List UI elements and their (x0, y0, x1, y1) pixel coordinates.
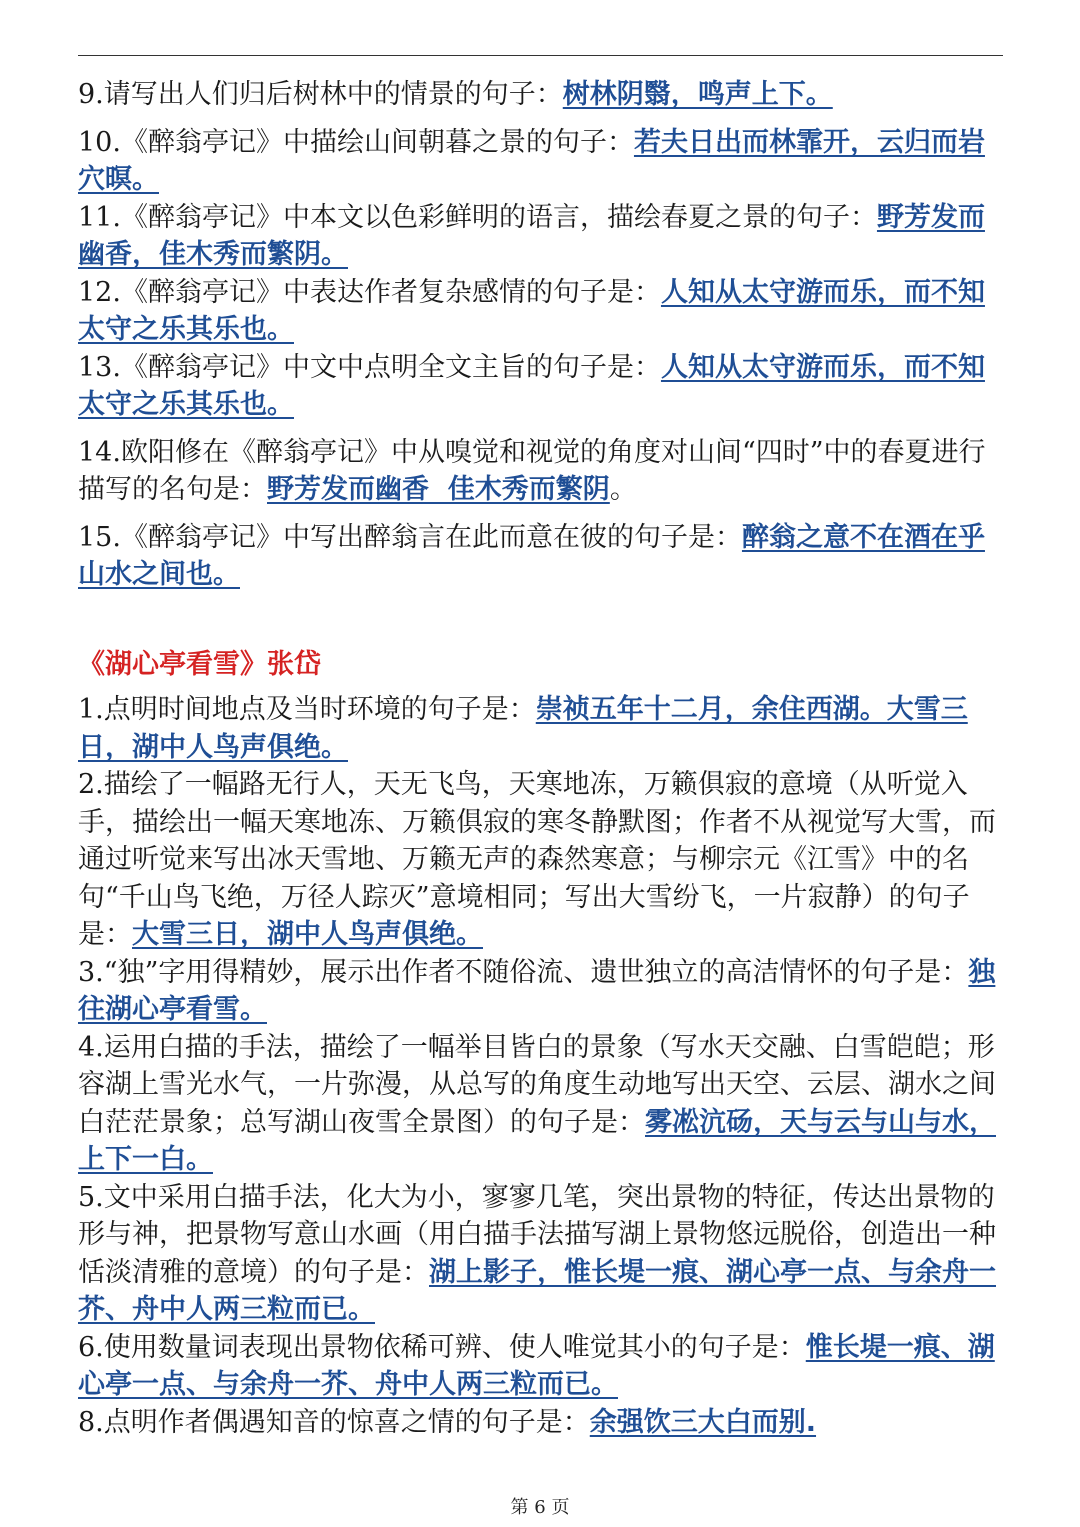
question-text: 12.《醉翁亭记》中表达作者复杂感情的句子是： (78, 276, 661, 308)
question-item (78, 1329, 1003, 1404)
answer-text: 树林阴翳，鸣声上下。 (562, 79, 833, 110)
question-text: 14.欧阳修在《醉翁亭记》中从嗅觉和视觉的角度对山间“四时”中的春夏进行描写的名句是： (78, 436, 986, 505)
question-item (78, 954, 1003, 1029)
question-item (78, 1179, 1003, 1329)
question-item (78, 76, 1003, 114)
question-text: 4.运用白描的手法，描绘了一幅举目皆白的景象（写水天交融、白雪皑皑；形容湖上雪光水气，一片弥漫，从总写的角度生动地写出天空、云层、湖水之间白茫茫景象；总写湖山夜雪全景图）的句子是： (78, 1031, 996, 1138)
question-item (78, 1404, 1003, 1442)
question-text: 1.点明时间地点及当时环境的句子是： (78, 694, 536, 725)
question-text: 15.《醉翁亭记》中写出醉翁言在此而意在彼的句子是： (78, 521, 742, 553)
question-item (78, 349, 1003, 424)
answer-text: 余强饮三大白而别. (589, 1406, 817, 1438)
answer-text: 若夫日出而林霏开，云归而岩穴暝。 (78, 126, 985, 195)
question-item (78, 519, 1003, 594)
question-text: 9.请写出人们归后树林中的情景的句子： (78, 79, 563, 110)
answer-text: 独往湖心亭看雪。 (78, 956, 996, 1025)
question-item (78, 691, 1003, 766)
answer-text: 雾凇沆砀，天与云与山与水，上下一白。 (78, 1106, 996, 1175)
answer-text: 醉翁之意不在酒在乎山水之间也。 (78, 521, 985, 590)
answer-suffix: 。 (609, 474, 637, 505)
answer-text: 崇祯五年十二月，余住西湖。大雪三日，湖中人鸟声俱绝。 (78, 694, 968, 763)
question-text: 8.点明作者偶遇知音的惊喜之情的句子是： (78, 1406, 590, 1438)
question-text: 11.《醉翁亭记》中本文以色彩鲜明的语言，描绘春夏之景的句子： (78, 201, 877, 233)
answer-text: 人知从太守游而乐，而不知太守之乐其乐也。 (78, 351, 985, 420)
question-text: 13.《醉翁亭记》中文中点明全文主旨的句子是： (78, 351, 661, 383)
question-text: 5.文中采用白描手法，化大为小，寥寥几笔，突出景物的特征，传达出景物的形与神，把景物写意山水画（用白描手法描写湖上景物悠远脱俗，创造出一种恬淡清雅的意境）的句子是： (78, 1181, 996, 1288)
answer-text: 人知从太守游而乐，而不知太守之乐其乐也。 (78, 276, 985, 345)
question-text: 10.《醉翁亭记》中描绘山间朝暮之景的句子： (78, 126, 634, 158)
answer-text: 惟长堤一痕、湖心亭一点、与余舟一芥、舟中人两三粒而已。 (78, 1331, 995, 1400)
section-heading: 《湖心亭看雪》张岱 (78, 648, 321, 680)
answer-text: 大雪三日，湖中人鸟声俱绝。 (132, 919, 483, 950)
question-text: 6.使用数量词表现出景物依稀可辨、使人唯觉其小的句子是： (78, 1331, 806, 1363)
header-rule (78, 55, 1003, 56)
answer-text: 野芳发而幽香 佳木秀而繁阴 (267, 474, 610, 505)
answer-text: 野芳发而幽香，佳木秀而繁阴。 (78, 201, 985, 270)
question-item (78, 274, 1003, 349)
question-item (78, 199, 1003, 274)
page-content (78, 76, 1003, 1441)
answer-text: 湖上影子，惟长堤一痕、湖心亭一点、与余舟一芥、舟中人两三粒而已。 (78, 1256, 996, 1325)
question-item (78, 766, 1003, 954)
question-text: 2.描绘了一幅路无行人，天无飞鸟，天寒地冻，万籁俱寂的意境（从听觉入手，描绘出一幅天寒地冻、万籁俱寂的寒冬静默图；作者不从视觉写大雪，而通过听觉来写出冰天雪地、万籁无声的森然寒意；与柳宗元《江雪》中的名句“千山鸟飞绝，万径人踪灭”意境相同；写出大雪纷飞，一片寂静）的句子是： (78, 769, 996, 950)
question-item (78, 1029, 1003, 1179)
question-text: 3.“独”字用得精妙，展示出作者不随俗流、遗世独立的高洁情怀的句子是： (78, 956, 969, 988)
question-item (78, 434, 1003, 509)
page-number: 第 6 页 (510, 1497, 570, 1518)
question-item (78, 124, 1003, 199)
